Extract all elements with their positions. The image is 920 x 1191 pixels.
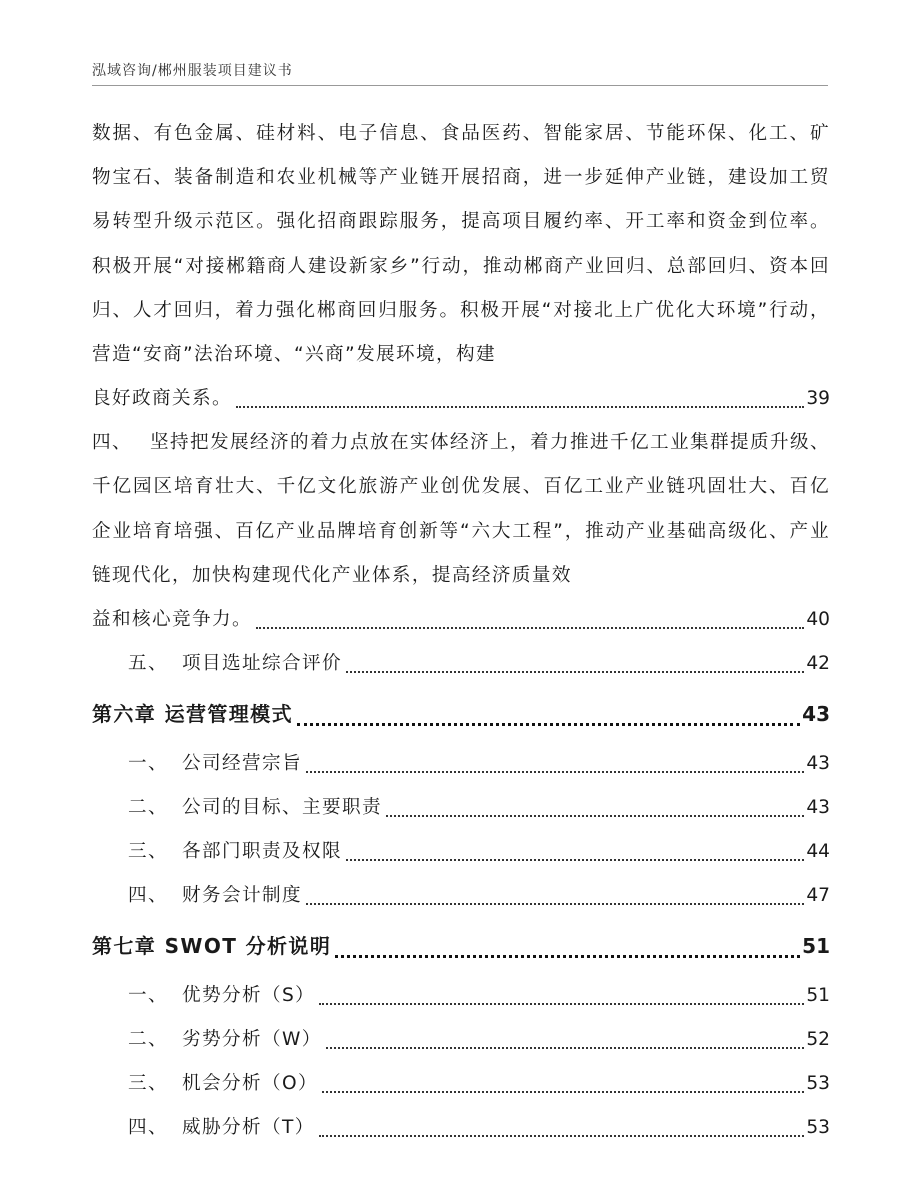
running-header: 泓域咨询/郴州服装项目建议书 — [92, 63, 293, 79]
toc-item-label: 公司的目标、主要职责 — [182, 797, 382, 819]
toc-item-number: 四、 — [128, 1117, 168, 1139]
toc-item[interactable] — [92, 830, 830, 874]
toc-item-number: 一、 — [128, 985, 168, 1007]
toc-item[interactable] — [92, 1106, 830, 1150]
toc-page-number: 43 — [806, 797, 830, 819]
toc-item-continued-lastline[interactable] — [92, 377, 830, 421]
table-of-contents — [92, 112, 830, 1150]
toc-page-number: 42 — [806, 653, 830, 675]
dot-leader — [236, 406, 804, 408]
toc-chapter-7[interactable] — [92, 918, 830, 974]
dot-leader — [297, 723, 800, 726]
toc-item[interactable] — [92, 1018, 830, 1062]
toc-item-4-text — [92, 421, 830, 598]
toc-item-number: 五、 — [128, 653, 168, 675]
dot-leader — [346, 671, 804, 673]
dot-leader — [306, 771, 804, 773]
toc-item-label: 良好政商关系。 — [92, 388, 232, 410]
toc-item-label: 益和核心竞争力。 — [92, 609, 252, 631]
toc-item-label: 财务会计制度 — [182, 885, 302, 907]
toc-item-number: 一、 — [128, 753, 168, 775]
toc-item[interactable] — [92, 874, 830, 918]
dot-leader — [335, 955, 800, 958]
dot-leader — [306, 903, 804, 905]
dot-leader — [386, 815, 804, 817]
toc-item-number: 四、 — [92, 432, 132, 454]
dot-leader — [322, 1091, 804, 1093]
toc-item-label: 威胁分析（T） — [182, 1117, 315, 1139]
toc-page-number: 43 — [806, 753, 830, 775]
toc-chapter-label: 第六章 运营管理模式 — [92, 702, 293, 727]
toc-page-number: 52 — [806, 1029, 830, 1051]
toc-item-label: 公司经营宗旨 — [182, 753, 302, 775]
toc-page-number: 53 — [806, 1117, 830, 1139]
toc-page-number: 43 — [802, 702, 830, 727]
dot-leader — [326, 1047, 805, 1049]
toc-item[interactable] — [92, 786, 830, 830]
toc-chapter-6[interactable] — [92, 686, 830, 742]
toc-item-label: 劣势分析（W） — [182, 1029, 322, 1051]
dot-leader — [319, 1003, 804, 1005]
toc-item[interactable] — [92, 742, 830, 786]
header-rule — [92, 85, 828, 86]
toc-item-number: 三、 — [128, 841, 168, 863]
dot-leader — [256, 627, 804, 629]
toc-page-number: 44 — [806, 841, 830, 863]
toc-page-number: 53 — [806, 1073, 830, 1095]
toc-page-number: 39 — [806, 388, 830, 410]
toc-item-5[interactable] — [92, 642, 830, 686]
toc-page-number: 51 — [802, 934, 830, 959]
toc-item-label: 优势分析（S） — [182, 985, 316, 1007]
dot-leader — [346, 859, 804, 861]
toc-page-number: 51 — [806, 985, 830, 1007]
toc-chapter-label: 第七章 SWOT 分析说明 — [92, 934, 332, 959]
toc-item-4-lastline[interactable] — [92, 598, 830, 642]
toc-item-number: 四、 — [128, 885, 168, 907]
toc-item-label: 坚持把发展经济的着力点放在实体经济上，着力推进千亿工业集群提质升级、千亿园区培育壮大、千亿文化旅游产业创优发展、百亿工业产业链巩固壮大、百亿企业培育培强、百亿产业品牌培育创新等“六大工程”，推动产业基础高级化、产业链现代化，加快构建现代化产业体系，提高经济质量效 — [92, 432, 830, 586]
toc-item-label: 机会分析（O） — [182, 1073, 318, 1095]
toc-item-number: 三、 — [128, 1073, 168, 1095]
toc-item[interactable] — [92, 974, 830, 1018]
toc-item-label: 项目选址综合评价 — [182, 653, 342, 675]
toc-item-number: 二、 — [128, 797, 168, 819]
toc-page-number: 40 — [806, 609, 830, 631]
dot-leader — [319, 1135, 805, 1137]
toc-page-number: 47 — [806, 885, 830, 907]
toc-item-label: 各部门职责及权限 — [182, 841, 342, 863]
toc-item-number: 二、 — [128, 1029, 168, 1051]
toc-item[interactable] — [92, 1062, 830, 1106]
toc-item-continued-text: 数据、有色金属、硅材料、电子信息、食品医药、智能家居、节能环保、化工、矿物宝石、装备制造和农业机械等产业链开展招商，进一步延伸产业链，建设加工贸易转型升级示范区。强化招商跟踪服务，提高项目履约率、开工率和资金到位率。积极开展“对接郴籍商人建设新家乡”行动，推动郴商产业回归、总部回归、资本回归、人才回归，着力强化郴商回归服务。积极开展“对接北上广优化大环境”行动，营造“安商”法治环境、“兴商”发展环境，构建 — [92, 123, 830, 366]
